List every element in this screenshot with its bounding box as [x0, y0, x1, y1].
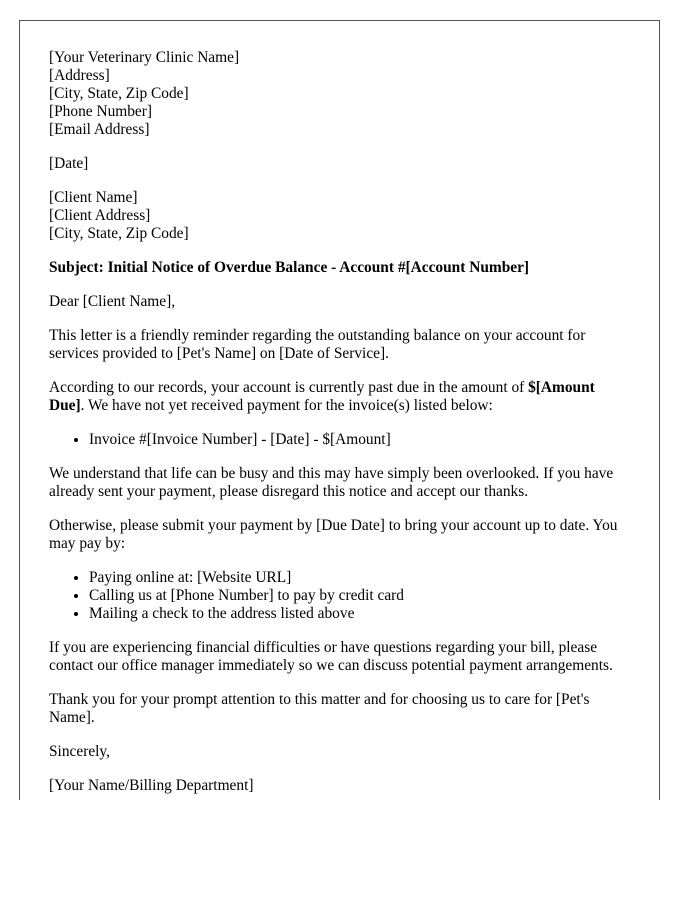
list-item: • Calling us at [Phone Number] to pay by credit card [89, 587, 629, 605]
amount-due: $[Amount Due] [49, 379, 595, 414]
closing: Sincerely, [49, 743, 110, 760]
subject-line: Subject: Initial Notice of Overdue Balance - Account #[Account Number] [49, 259, 530, 276]
list-item: • Paying online at: [Website URL] [89, 569, 629, 587]
list-item: • Invoice #[Invoice Number] - [Date] - $[Amount] [89, 431, 629, 449]
letter-page [19, 20, 660, 800]
salutation: Dear [Client Name], [49, 293, 176, 310]
records-text-before: According to our records, your account is currently past due in the amount of [49, 379, 529, 396]
records-paragraph [49, 379, 629, 415]
signature: [Your Name/Billing Department] [49, 777, 254, 794]
recipient-name: [Client Name] [49, 189, 138, 206]
intro-paragraph: This letter is a friendly reminder regarding the outstanding balance on your account for services provided to [Pet's Name] on [Date of Service]. [49, 327, 586, 362]
sender-block [49, 49, 629, 139]
list-item: • Mailing a check to the address listed above [89, 605, 629, 623]
sender-city-state-zip: [City, State, Zip Code] [49, 85, 189, 102]
records-text-after: . We have not yet received payment for the invoice(s) listed below: [80, 397, 493, 414]
payment-methods-list [49, 569, 629, 623]
otherwise-paragraph: Otherwise, please submit your payment by [Due Date] to bring your account up to date. You may pay by: [49, 517, 618, 552]
recipient-block [49, 189, 629, 243]
sender-phone: [Phone Number] [49, 103, 153, 120]
sender-address: [Address] [49, 67, 110, 84]
date-block [49, 155, 629, 173]
letter-content [49, 49, 629, 800]
sender-email: [Email Address] [49, 121, 150, 138]
understand-paragraph: We understand that life can be busy and this may have simply been overlooked. If you have already sent your payment, please disregard this notice and accept our thanks. [49, 465, 614, 500]
invoice-list [49, 431, 629, 449]
recipient-city-state-zip: [City, State, Zip Code] [49, 225, 189, 242]
thanks-paragraph: Thank you for your prompt attention to this matter and for choosing us to care for [Pet's Name]. [49, 691, 590, 726]
difficulties-paragraph: If you are experiencing financial difficulties or have questions regarding your bill, please contact our office manager immediately so we can discuss potential payment arrangements. [49, 639, 613, 674]
sender-clinic-name: [Your Veterinary Clinic Name] [49, 49, 240, 66]
recipient-address: [Client Address] [49, 207, 151, 224]
letter-date: [Date] [49, 155, 89, 172]
